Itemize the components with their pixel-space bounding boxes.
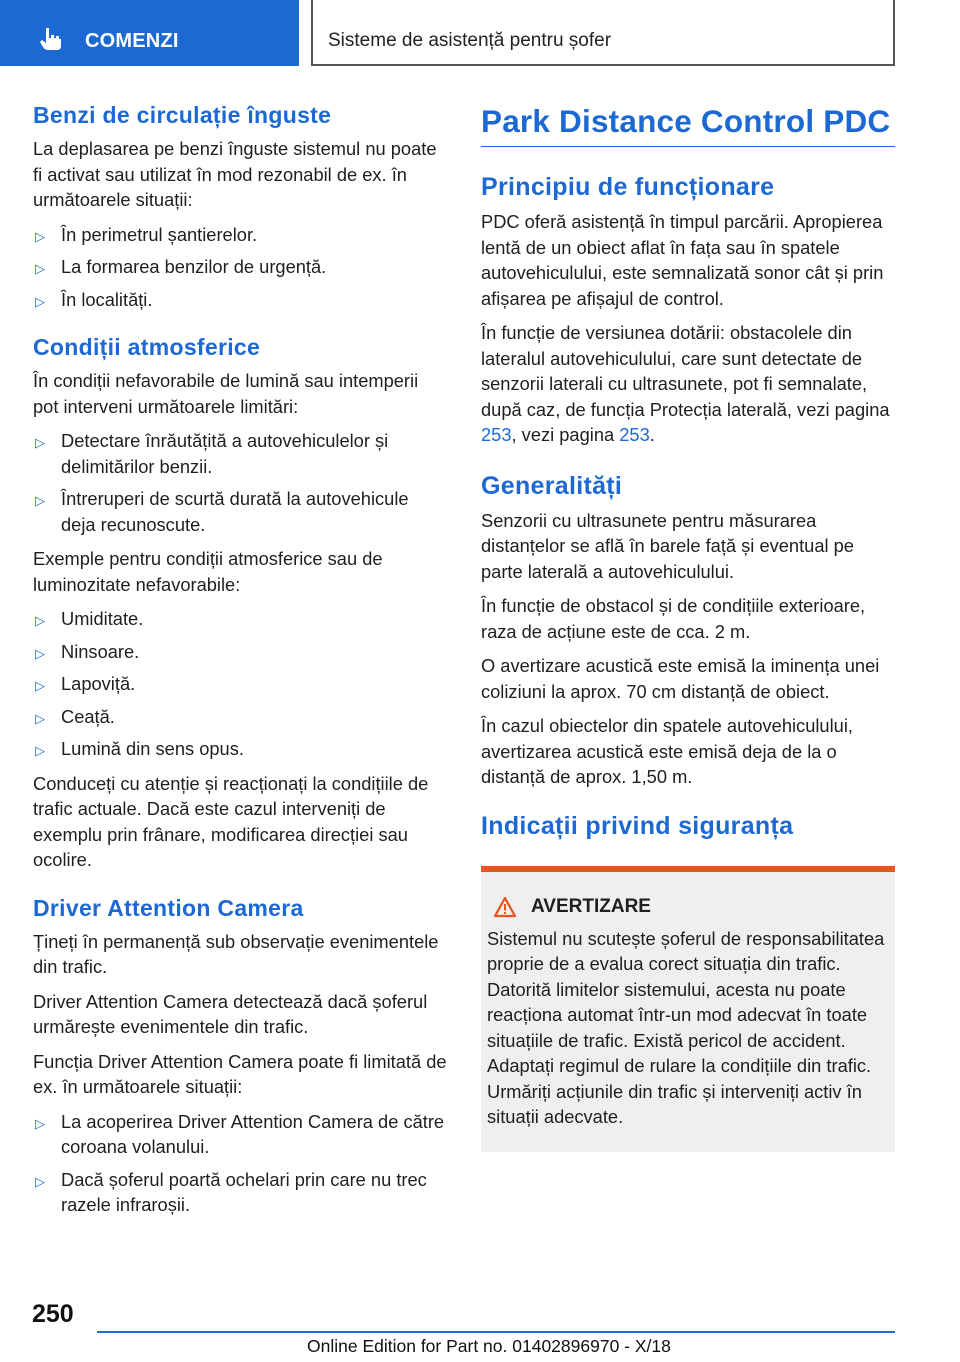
triangle-right-icon: ▷ [35,645,45,661]
warning-box [481,866,895,1152]
triangle-right-icon: ▷ [35,1173,45,1189]
warning-title: AVERTIZARE [531,895,651,917]
chapter-title: Park Distance Control PDC [481,98,895,147]
warning-text: Sistemul nu scutește șoferul de responsabilitatea proprie de a evalua corect situația din trafic. Datorită limitelor sistemului, acesta nu poate reacționa automat într-un mod adecvat în toate situațiile de trafic. Există pericol de accident. Adaptați regimul de rulare la condițiile din trafic. Urmăriți acțiunile din trafic și interveniți activ în situații adecvate. [487,927,885,1127]
list-item: ▷ La formarea benzilor de urgență. [33,254,447,280]
list-item: ▷ Lapoviță. [33,671,447,697]
heading-narrow-lanes: Benzi de circulație înguste [33,102,332,128]
paragraph: Funcția Driver Attention Camera poate fi limitată de ex. în următoarele situații: [33,1050,447,1097]
list-item: ▷ În perimetrul șantierelor. [33,222,447,248]
paragraph: În cazul obiectelor din spatele autovehiculului, avertizarea acustică este emisă deja de la o distanță de aprox. 1,50 m. [481,715,853,787]
section-header [311,0,895,66]
section-title: Sisteme de asistență pentru șofer [328,30,612,51]
paragraph: Senzorii cu ultrasunete pentru măsurarea distanțelor se află în barele față și eventual pe parte laterală a autovehiculului. [481,509,854,582]
heading-principle: Principiu de funcționare [481,173,775,201]
list-item: ▷ Ceață. [33,704,447,730]
paragraph: PDC oferă asistență în timpul parcării. Apropierea lentă de un obiect aflat în fața sau în spatele autovehiculului, este semnalizată sonor cât și prin afișarea pe afișajul de control. [481,211,884,309]
triangle-right-icon: ▷ [35,613,45,628]
warning-header [493,896,885,918]
page-link[interactable]: 253 [481,424,512,445]
triangle-right-icon: ▷ [35,678,45,693]
triangle-right-icon: ▷ [35,1115,45,1131]
list-item: ▷ Dacă șoferul poartă ochelari prin care nu trec razele infraroșii. [35,1168,427,1215]
chapter-label: COMENZI [85,30,179,52]
triangle-right-icon: ▷ [35,435,45,450]
paragraph: Țineți în permanență sub observație evenimentele din trafic. [33,930,439,977]
pointing-hand-icon [38,26,64,52]
chapter-tab[interactable] [0,0,299,66]
triangle-right-icon: ▷ [35,228,45,244]
list-item: ▷ Întreruperi de scurtă durată la autovehicule deja recunoscute. [35,488,409,535]
edition-text: Online Edition for Part no. 01402896970 - X/18 [307,1336,671,1356]
list-item: ▷ Ninsoare. [33,639,447,665]
paragraph: Conduceți cu atenție și reacționați la condițiile de trafic actuale. Dacă este cazul interveniți de exemplu prin frânare, modificarea direcției sau ocolire. [33,772,429,870]
paragraph: În funcție de obstacol și de condițiile exterioare, raza de acțiune este de cca. 2 m. [481,595,866,642]
paragraph: În funcție de versiunea dotării: obstacolele din lateralul autovehiculului, care sunt detectate de senzorii laterali cu ultrasunete, pot fi semnalate, după caz, de funcția Protecția laterală, vezi pagina 253, vezi pagina 253. [481,322,890,445]
heading-safety: Indicații privind siguranța [481,811,794,840]
paragraph: Exemple pentru condiții atmosferice sau de luminozitate nefavorabile: [33,548,383,595]
triangle-right-icon: ▷ [35,493,45,508]
warning-triangle-icon [493,896,517,918]
heading-driver-camera: Driver Attention Camera [33,894,304,921]
page-number: 250 [32,1300,74,1328]
paragraph: În condiții nefavorabile de lumină sau intemperii pot interveni următoarele limitări: [33,370,419,417]
bullet-list [33,1109,447,1218]
bullet-list [33,606,447,762]
left-column [33,98,447,1227]
list-item: ▷ Umiditate. [33,606,447,632]
list-item: ▷ Lumină din sens opus. [33,736,447,762]
paragraph: O avertizare acustică este emisă la iminența unei coliziuni la aprox. 70 cm distanță de obiect. [481,655,880,702]
list-item: ▷ La acoperirea Driver Attention Camera de către coroana volanului. [35,1110,445,1157]
heading-weather: Condiții atmosferice [33,334,261,360]
triangle-right-icon: ▷ [35,743,45,758]
footer-divider [97,1331,895,1333]
bullet-list [33,222,447,313]
list-item: ▷ Detectare înrăutățită a autovehiculelor și delimitărilor benzii. [35,430,389,477]
paragraph: Driver Attention Camera detectează dacă șoferul urmărește evenimentele din trafic. [33,990,428,1037]
page-link[interactable]: 253 [619,424,650,445]
triangle-right-icon: ▷ [35,710,45,726]
right-column [481,98,895,1152]
triangle-right-icon: ▷ [35,261,45,276]
bullet-list [33,428,447,537]
triangle-right-icon: ▷ [35,293,45,309]
paragraph: La deplasarea pe benzi înguste sistemul nu poate fi activat sau utilizat în mod rezonabil de ex. în următoarele situații: [33,138,437,210]
list-item: ▷ În localități. [33,287,447,313]
heading-general: Generalități [481,471,623,500]
